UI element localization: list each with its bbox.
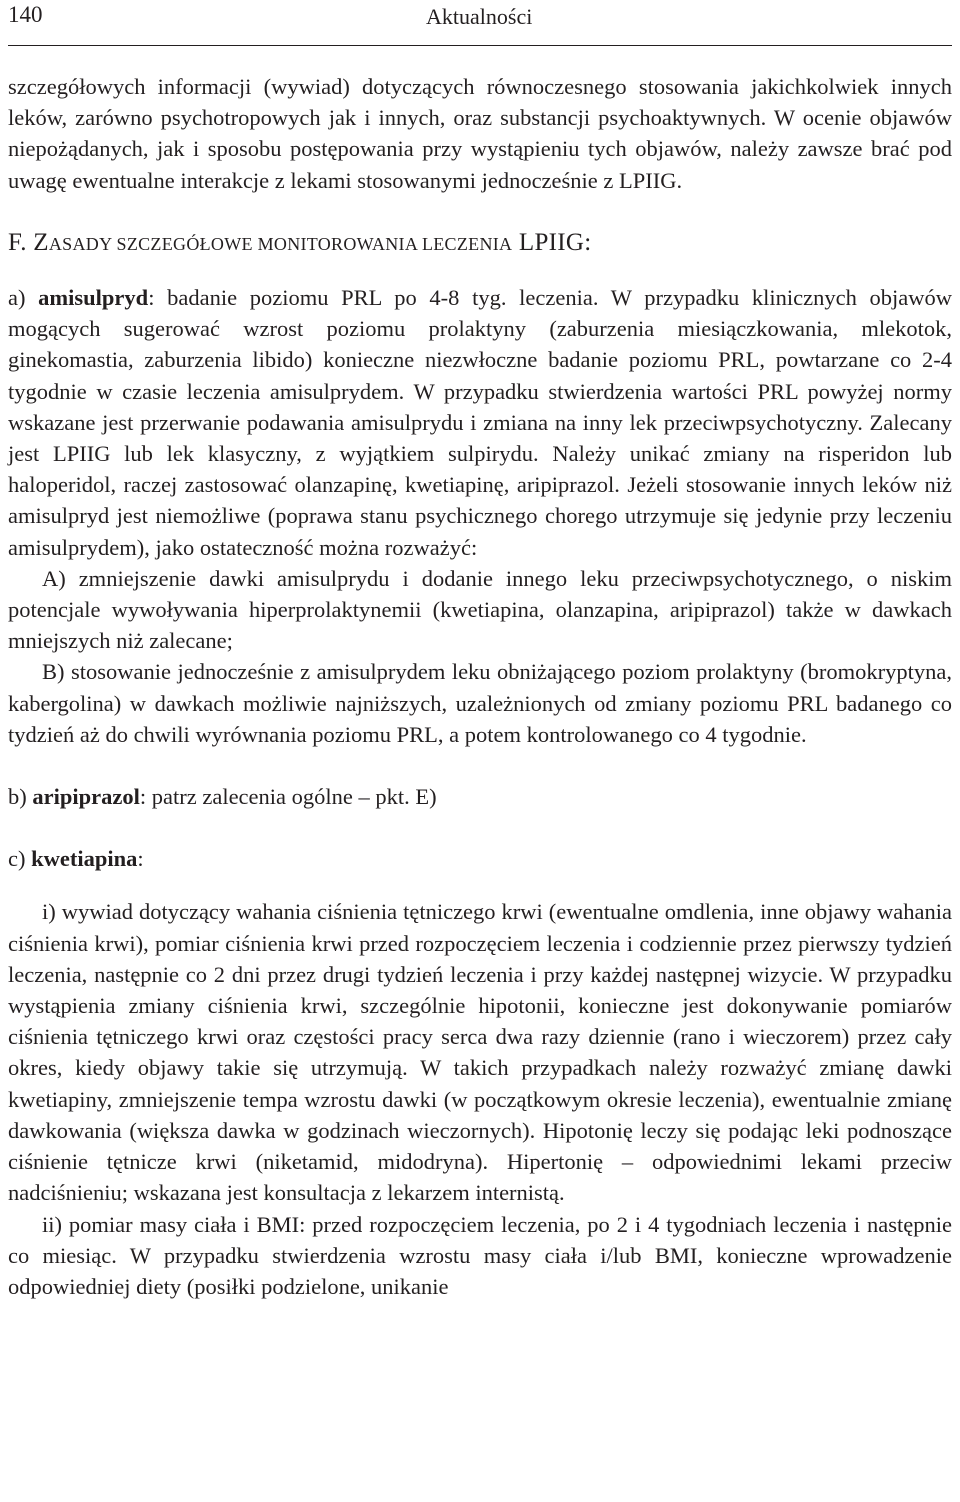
section-heading-prefix: F. Z: [8, 228, 49, 256]
item-a-drug: amisulpryd: [38, 285, 149, 311]
section-heading-suffix: LPIIG:: [512, 228, 592, 256]
item-b-marker: b): [8, 784, 33, 810]
page-number: 140: [8, 2, 43, 27]
item-b-paragraph: [8, 781, 952, 812]
item-a-option-a: A) zmniejszenie dawki amisulprydu i dodanie innego leku przeciwpsychotycznego, o niskim potencjale wywoływania hiperprolaktynemii (kwetiapina, olanzapina, aripiprazol) także w dawkach mniejszych niż zalecane;: [8, 565, 952, 654]
item-a-paragraph: [8, 282, 952, 563]
running-head: Aktualności: [426, 4, 533, 29]
item-c-text: :: [137, 846, 144, 872]
section-heading-smallcaps: ASADY SZCZEGÓŁOWE MONITOROWANIA LECZENIA: [48, 233, 513, 254]
page-header: [8, 0, 952, 46]
item-b-text: : patrz zalecenia ogólne – pkt. E): [139, 784, 437, 810]
item-a-option-b: B) stosowanie jednocześnie z amisulprydem leku obniżającego poziom prolaktyny (bromokryptyna, kabergolina) w dawkach możliwie najniższych, uzależnionych od zmiany poziomu PRL badanego co tydzień aż do chwili wyrównania poziomu PRL, a potem kontrolowanego co 4 tygodnie.: [8, 659, 952, 747]
page-body: [8, 71, 952, 1302]
item-c-point-ii: ii) pomiar masy ciała i BMI: przed rozpoczęciem leczenia, po 2 i 4 tygodniach leczenia i następnie co miesiąc. W przypadku stwierdzenia wzrostu masy ciała i/lub BMI, konieczne wprowadzenie odpowiedniej diety (posiłki podzielone, unikanie: [8, 1211, 952, 1299]
section-heading: [8, 227, 952, 260]
item-a-marker: a): [8, 285, 39, 311]
paragraph-intro: szczegółowych informacji (wywiad) dotyczących równoczesnego stosowania jakichkolwiek innych leków, zarówno psychotropowych jak i innych, oraz substancji psychoaktywnych. W ocenie objawów niepożądanych, jak i sposobu postępowania przy wystąpieniu tych objawów, należy zawsze brać pod uwagę ewentualne interakcje z lekami stosowanymi jednocześnie z LPIIG.: [8, 74, 952, 193]
item-b-drug: aripiprazol: [32, 784, 140, 810]
item-c-paragraph: [8, 843, 952, 874]
item-a-text: : badanie poziomu PRL po 4-8 tyg. leczenia. W przypadku klinicznych objawów mogących sugerować wzrost poziomu prolaktyny (zaburzenia miesiączkowania, mlekotok, ginekomastia, zaburzenia libido) konieczne niezwłoczne badanie poziomu PRL, powtarzane co 2-4 tygodnie w czasie leczenia amisulprydem. W przypadku stwierdzenia wartości PRL powyżej normy wskazane jest przerwanie podawania amisulprydu i zmiana na inny lek przeciwpsychotyczny. Zalecany jest LPIIG lub lek klasyczny, z wyjątkiem sulpirydu. Należy unikać zmiany na risperidon lub haloperidol, raczej zastosować olanzapinę, kwetiapinę, aripiprazol. Jeżeli stosowanie innych leków niż amisulpryd jest niemożliwe (poprawa stanu psychicznego chorego utrzymuje się jedynie przy leczeniu amisulprydem), jako ostateczność można rozważyć:: [8, 285, 952, 560]
item-c-drug: kwetiapina: [31, 846, 138, 872]
item-c-point-i: i) wywiad dotyczący wahania ciśnienia tętniczego krwi (ewentualne omdlenia, inne objawy wahania ciśnienia krwi), pomiar ciśnienia krwi przed rozpoczęciem leczenia i codziennie przez pierwszy tydzień leczenia, następnie co 2 dni przez drugi tydzień leczenia i przy każdej następnej wizycie. W przypadku wystąpienia zmiany ciśnienia krwi, szczególnie hipotonii, konieczne jest dokonywanie pomiarów ciśnienia tętniczego krwi oraz częstości pracy serca dwa razy dziennie (rano i wieczorem) przez cały okres, kiedy objawy takie się utrzymują. W takich przypadkach należy rozważyć zmianę dawki kwetiapiny, zmniejszenie tempa wzrostu dawki (w początkowym okresie leczenia), ewentualnie zmianę dawkowania (większa dawka w godzinach wieczornych). Hipotonię leczy się podając leki podnoszące ciśnienie tętnicze krwi (niketamid, midodryna). Hipertonię – odpowiednimi lekami przeciw nadciśnieniu; wskazana jest konsultacja z lekarzem internistą.: [8, 899, 952, 1206]
item-c-marker: c): [8, 846, 32, 872]
